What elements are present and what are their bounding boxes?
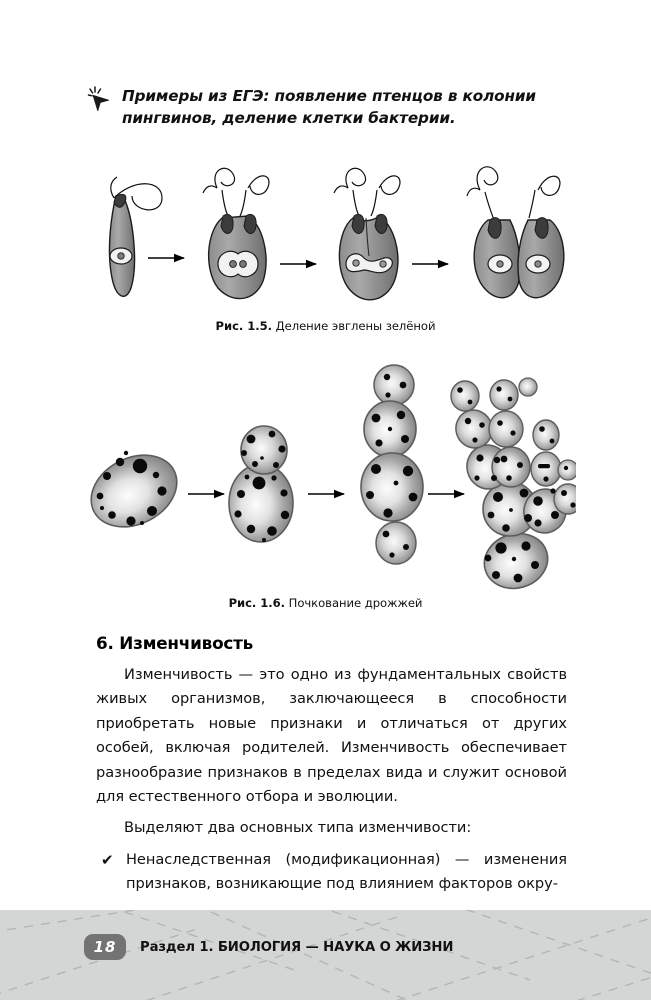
yeast-stage-4	[451, 378, 576, 591]
figure-caption-text: Деление эвглены зелёной	[271, 319, 436, 333]
euglena-stage-4	[467, 167, 564, 298]
figure-euglena-division	[0, 160, 651, 334]
ege-callout-lead: Примеры из ЕГЭ:	[122, 87, 270, 105]
yeast-stage-2	[229, 426, 293, 542]
list-item-label: Ненаследственная (модификационная) — изменения признаков, возникающие под влиянием факторов окру-	[126, 851, 567, 893]
figure-caption	[0, 595, 651, 611]
section-heading: 6. Изменчивость	[96, 633, 254, 653]
body-paragraph-1	[96, 663, 567, 809]
yeast-stage-3	[361, 365, 423, 564]
euglena-stage-2	[203, 168, 269, 298]
page-number-badge: 18	[84, 934, 126, 960]
ege-callout-text	[122, 86, 572, 129]
figure-caption-label: Рис. 1.5.	[215, 319, 272, 333]
list-item	[96, 848, 567, 897]
ege-callout-body: появление птенцов в колонии пингвинов, деление клетки бактерии.	[122, 87, 536, 127]
figure-caption-label: Рис. 1.6.	[228, 596, 286, 610]
euglena-stage-3	[334, 168, 400, 300]
checkmark-icon: ✔	[101, 851, 114, 869]
figure-caption	[0, 318, 651, 334]
yeast-budding-diagram	[76, 363, 576, 591]
paragraph-text: Изменчивость — это одно из фундаментальных свойств живых организмов, заключающееся в способности приобретать новые признаки и отличаться от других особей, включая родителей. Изменчивость обеспечивает разнообразие признаков в пределах вида и служит основой для естественного отбора и эволюции.	[96, 666, 567, 806]
euglena-division-diagram	[76, 160, 576, 315]
paragraph-text: Выделяют два основных типа изменчивости:	[124, 819, 472, 836]
figure-caption-text: Почкование дрожжей	[285, 596, 423, 610]
ege-example-callout	[86, 86, 572, 129]
figure-yeast-budding	[0, 363, 651, 611]
footer-content	[84, 934, 453, 960]
footer-section-title: Раздел 1. БИОЛОГИЯ — НАУКА О ЖИЗНИ	[140, 939, 454, 955]
body-paragraph-2	[96, 816, 567, 840]
page-footer	[0, 910, 651, 1000]
yeast-stage-1	[78, 441, 188, 541]
euglena-stage-1	[109, 177, 162, 296]
sparkle-cursor-icon	[86, 84, 116, 114]
variability-types-list	[96, 848, 567, 897]
